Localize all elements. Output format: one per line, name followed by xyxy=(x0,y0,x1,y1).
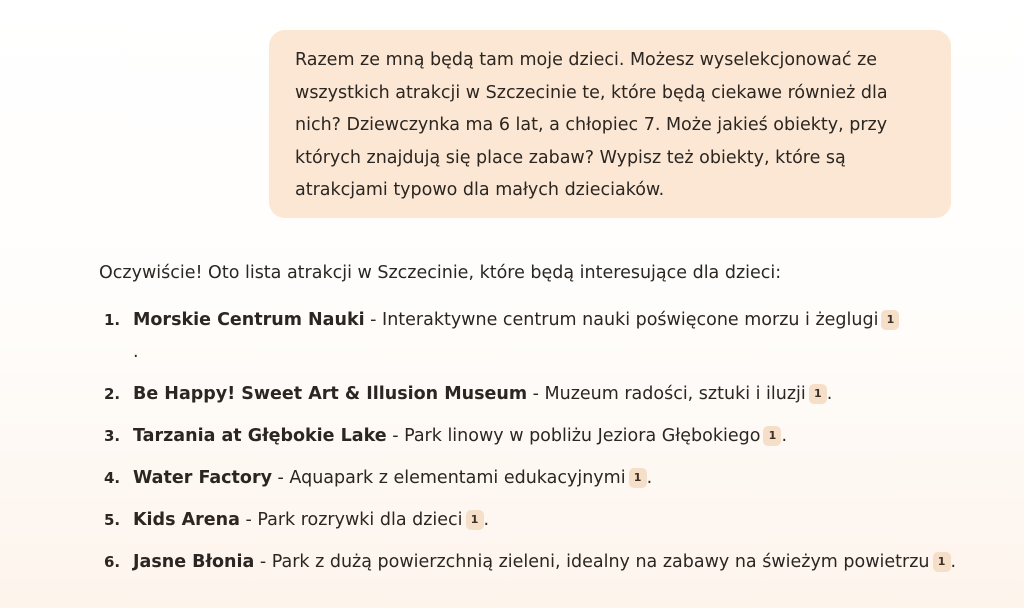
attraction-description: - Interaktywne centrum nauki poświęcone morzu i żeglugi xyxy=(364,310,879,330)
citation-badge[interactable]: 1 xyxy=(881,310,899,330)
list-number: 1. xyxy=(104,311,121,329)
list-item xyxy=(99,546,959,578)
list-number: 4. xyxy=(104,469,121,487)
user-message-bubble xyxy=(269,30,951,218)
list-item xyxy=(99,504,959,536)
list-item xyxy=(99,420,959,452)
attraction-description: - Muzeum radości, sztuki i iluzji xyxy=(527,384,806,404)
attraction-name: Jasne Błonia xyxy=(133,552,255,572)
item-suffix: . xyxy=(950,552,957,572)
list-number: 5. xyxy=(104,511,121,529)
attractions-list xyxy=(99,304,959,578)
item-suffix: . xyxy=(133,342,139,362)
item-suffix: . xyxy=(483,510,490,530)
item-suffix: . xyxy=(781,426,788,446)
attraction-description: - Aquapark z elementami edukacyjnymi xyxy=(271,468,626,488)
attraction-description: - Park rozrywki dla dzieci xyxy=(239,510,463,530)
list-number: 6. xyxy=(104,553,121,571)
list-item xyxy=(99,304,959,368)
citation-badge[interactable]: 1 xyxy=(933,552,951,572)
attraction-name: Kids Arena xyxy=(133,510,240,530)
list-number: 3. xyxy=(104,427,121,445)
citation-badge[interactable]: 1 xyxy=(809,384,827,404)
user-message-text: Razem ze mną będą tam moje dzieci. Możesz wyselekcjonować ze wszystkich atrakcji w Szczecinie te, które będą ciekawe również dla nich? Dziewczynka ma 6 lat, a chłopiec 7. Może jakieś obiekty, przy których znajdują się place zabaw? Wypisz też obiekty, które są atrakcjami typowo dla małych dzieciaków. xyxy=(295,50,888,200)
citation-badge[interactable]: 1 xyxy=(763,426,781,446)
attraction-description: - Park linowy w pobliżu Jeziora Głębokiego xyxy=(386,426,761,446)
attraction-name: Morskie Centrum Nauki xyxy=(133,310,365,330)
list-item xyxy=(99,462,959,494)
attraction-name: Water Factory xyxy=(133,468,272,488)
list-item xyxy=(99,378,959,410)
item-suffix: . xyxy=(646,468,653,488)
item-suffix: . xyxy=(826,384,833,404)
attraction-name: Be Happy! Sweet Art & Illusion Museum xyxy=(133,384,528,404)
attraction-name: Tarzania at Głębokie Lake xyxy=(133,426,387,446)
citation-badge[interactable]: 1 xyxy=(466,510,484,530)
list-number: 2. xyxy=(104,385,121,403)
citation-badge[interactable]: 1 xyxy=(629,468,647,488)
assistant-message xyxy=(99,256,959,588)
attraction-description: - Park z dużą powierzchnią zieleni, idealny na zabawy na świeżym powietrzu xyxy=(254,552,930,572)
assistant-intro: Oczywiście! Oto lista atrakcji w Szczecinie, które będą interesujące dla dzieci: xyxy=(99,263,782,283)
